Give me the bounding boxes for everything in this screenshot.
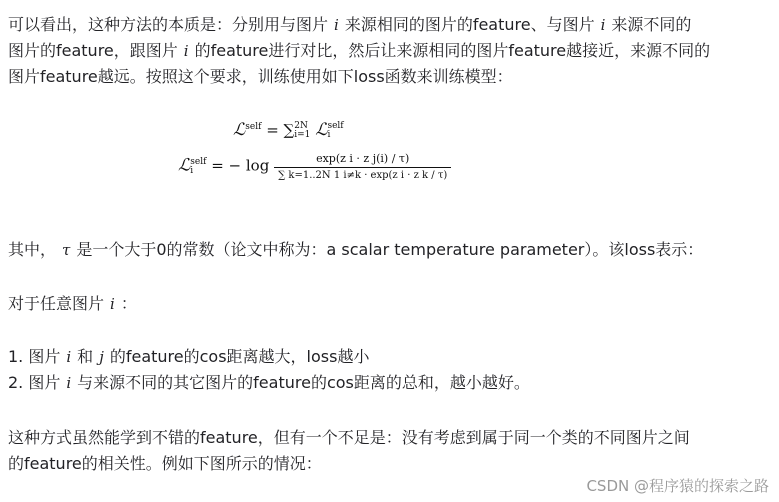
intro-line-2 xyxy=(8,38,774,64)
intro-line-1 xyxy=(8,12,774,38)
list-item xyxy=(8,370,774,396)
loss-meaning-list xyxy=(8,344,774,396)
intro-text: 图片的feature，跟图片 xyxy=(8,41,178,60)
loss-symbol: ℒ xyxy=(178,155,191,176)
math-var-i: i xyxy=(110,295,115,313)
list-text: 和 xyxy=(77,347,94,366)
intro-text: 来源不同的 xyxy=(611,15,692,34)
any-image-paragraph xyxy=(8,291,774,317)
math-var-j: j xyxy=(99,348,104,366)
closing-paragraph xyxy=(8,425,774,477)
loss-indices xyxy=(327,122,343,140)
superscript-self: self xyxy=(327,121,344,131)
list-text: 与来源不同的其它图片的feature的cos距离的总和，越小越好。 xyxy=(77,373,530,392)
fraction-denominator: ∑ k=1..2N 1 i≠k · exp(z i · z k / τ) xyxy=(278,170,448,181)
subscript-i: i xyxy=(327,130,331,140)
closing-line-2: 的feature的相关性。例如下图所示的情况： xyxy=(8,454,322,473)
equation-row-total xyxy=(233,120,344,140)
neg-log: = − log xyxy=(211,156,270,175)
tau-text: 是一个大于0的常数（论文中称为：a scalar temperature parameter）。该loss表示： xyxy=(76,240,704,259)
list-text: 1. 图片 xyxy=(8,347,61,366)
intro-text: 的feature进行对比，然后让来源相同的图片feature越接近，来源不同的 xyxy=(194,41,711,60)
csdn-watermark: CSDN @程序猿的探索之路 xyxy=(586,477,769,495)
loss-indices xyxy=(190,158,206,176)
list-item xyxy=(8,344,774,370)
closing-line-1: 这种方式虽然能学到不错的feature，但有一个不足是：没有考虑到属于同一个类的不同图片之间 xyxy=(8,428,690,447)
loss-fraction xyxy=(274,152,451,181)
tau-text: 其中， xyxy=(8,240,57,259)
math-var-i: i xyxy=(66,348,72,366)
sum-lower-limit: i=1 xyxy=(294,130,311,140)
any-image-text: ： xyxy=(120,294,137,313)
intro-text: 可以看出，这种方法的本质是：分别用与图片 xyxy=(8,15,329,34)
equation-row-per-sample xyxy=(178,152,451,181)
list-text: 2. 图片 xyxy=(8,373,61,392)
any-image-text: 对于任意图片 xyxy=(8,294,105,313)
sum-upper-limit: 2N xyxy=(294,121,308,131)
intro-text: 来源相同的图片的feature、与图片 xyxy=(344,15,595,34)
loss-equation xyxy=(8,120,774,210)
intro-paragraph xyxy=(8,12,774,90)
math-var-tau: τ xyxy=(62,241,71,259)
tau-paragraph xyxy=(8,237,774,263)
math-var-i: i xyxy=(66,374,72,392)
superscript-self: self xyxy=(245,122,262,132)
loss-symbol: ℒ xyxy=(315,120,328,140)
math-var-i: i xyxy=(600,16,606,34)
math-var-i: i xyxy=(334,16,339,34)
subscript-i: i xyxy=(190,165,194,176)
equals-sign: = xyxy=(266,121,279,139)
sum-symbol: ∑ xyxy=(283,121,295,139)
intro-line-3: 图片feature越远。按照这个要求，训练使用如下loss函数来训练模型： xyxy=(8,67,513,86)
math-var-i: i xyxy=(183,42,189,60)
fraction-numerator: exp(z i · z j(i) / τ) xyxy=(274,152,451,168)
loss-symbol: ℒ xyxy=(233,120,246,140)
list-text: 的feature的cos距离越大，loss越小 xyxy=(109,347,370,366)
superscript-self: self xyxy=(190,156,207,167)
sum-limits xyxy=(294,122,310,140)
